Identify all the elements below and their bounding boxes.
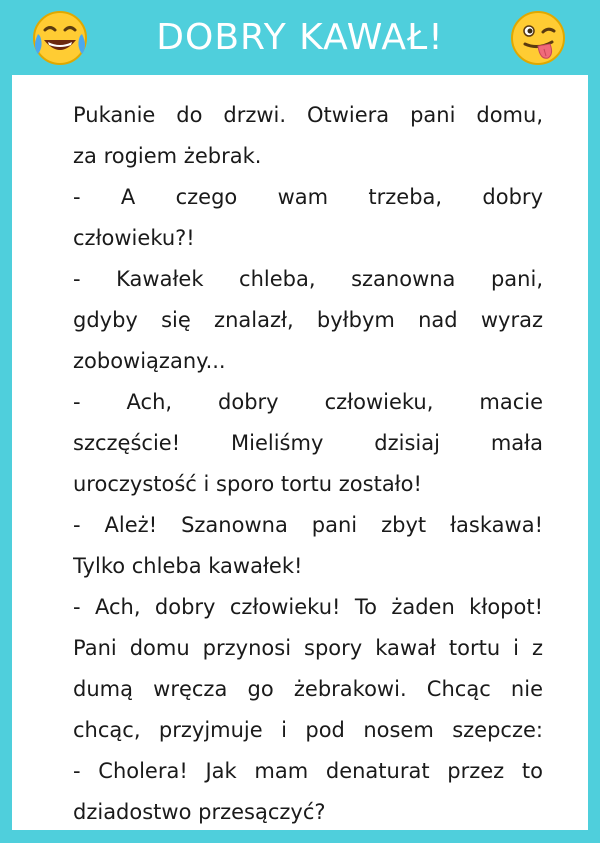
header-banner (0, 0, 600, 75)
text-line: Pani domu przynosi spory kawał tortu i z (73, 636, 543, 660)
text-line: człowieku?! (73, 226, 195, 250)
text-line: uroczystość i sporo tortu zostało! (73, 472, 422, 496)
text-line: - Ach, dobry człowieku, macie (73, 390, 543, 414)
text-line: - Ach, dobry człowieku! To żaden kłopot! (73, 595, 543, 619)
text-line: Tylko chleba kawałek! (73, 554, 303, 578)
text-line: - Cholera! Jak mam denaturat przez to (73, 759, 543, 783)
text-line: dumą wręcza go żebrakowi. Chcąc nie (73, 677, 543, 701)
text-line: - A czego wam trzeba, dobry (73, 185, 543, 209)
text-line: Pukanie do drzwi. Otwiera pani domu, (73, 103, 543, 127)
text-line: dziadostwo przesączyć? (73, 800, 326, 824)
joke-card (12, 75, 588, 830)
winking-face-with-tongue-icon (508, 8, 568, 68)
text-line: - Ależ! Szanowna pani zbyt łaskawa! (73, 513, 543, 537)
text-line: zobowiązany... (73, 349, 226, 373)
text-line: gdyby się znalazł, byłbym nad wyraz (73, 308, 543, 332)
text-line: chcąc, przyjmuje i pod nosem szepcze: (73, 718, 543, 742)
joke-text (73, 95, 543, 833)
text-line: - Kawałek chleba, szanowna pani, (73, 267, 543, 291)
text-line: za rogiem żebrak. (73, 144, 262, 168)
text-line: szczęście! Mieliśmy dzisiaj mała (73, 431, 543, 455)
page-title: DOBRY KAWAŁ! (156, 17, 444, 58)
